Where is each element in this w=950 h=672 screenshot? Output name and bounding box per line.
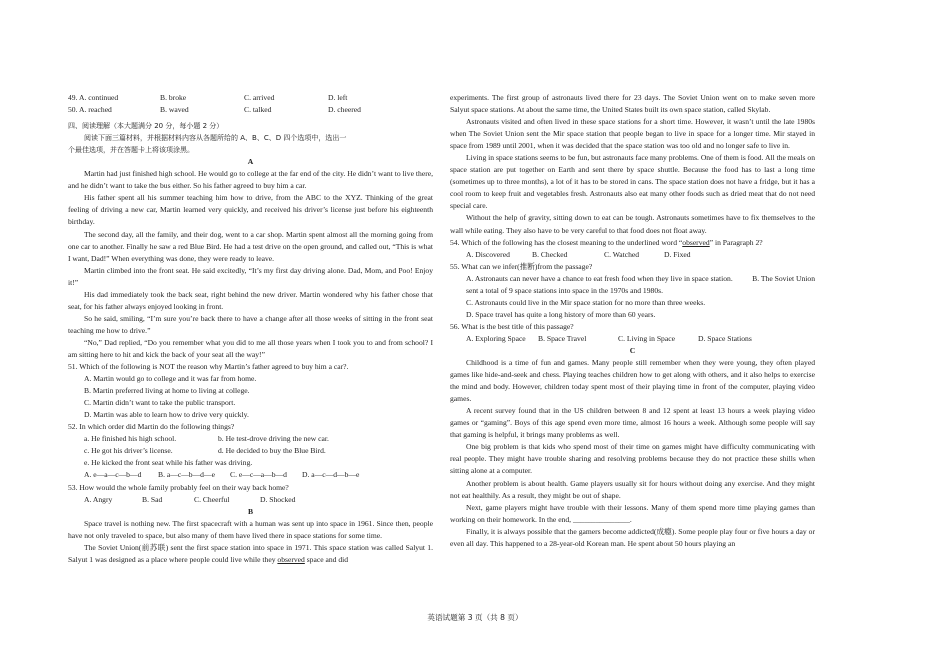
instruction-line-2: 个最佳选项，并在答题卡上将该项涂黑。 xyxy=(68,146,194,155)
q54-option-a: A. Discovered xyxy=(466,249,510,259)
q50-option-c: C. talked xyxy=(244,105,272,115)
q53-option-c: C. Cheerful xyxy=(194,494,230,504)
q52-options xyxy=(68,469,433,481)
underlined-word: observed xyxy=(277,554,305,564)
passage-a-paragraph: The second day, all the family, and their dog, went to a car shop. Martin spent almost all the morning going from one car to another. Finally he saw a red Blue Bird. He had a test drive on the open ground, and called out, “This is what I want, Dad!” When everything was done, they were ready to leave. xyxy=(68,229,433,263)
q52-option-d: D. a—c—d—b—e xyxy=(302,470,360,480)
question-51: 51. Which of the following is NOT the reason why Martin’s father agreed to buy him a car?. xyxy=(68,362,349,372)
q54-option-c: C. Watched xyxy=(604,249,640,259)
q56-options xyxy=(450,333,815,345)
q52-item-a: a. He finished his high school. xyxy=(84,434,177,444)
q53-option-a: A. Angry xyxy=(84,494,113,504)
q51-option-b: B. Martin preferred living at home to living at college. xyxy=(84,386,250,396)
q53-options xyxy=(68,494,433,506)
q56-option-d: D. Space Stations xyxy=(698,333,752,343)
question-50 xyxy=(68,104,433,116)
passage-b-paragraph: Without the help of gravity, sitting down to eat can be tough. Astronauts sometimes have to fix themselves to the wall while eating. They also have to be very careful to that food does not float away. xyxy=(450,213,815,235)
right-column xyxy=(450,92,815,550)
q55-option-d: D. Space travel has quite a long history of more than 60 years. xyxy=(466,309,656,319)
q56-option-c: C. Living in Space xyxy=(618,333,675,343)
q54-option-d: D. Fixed xyxy=(664,249,691,259)
passage-c-paragraph: Another problem is about health. Game players usually sit for hours without doing any exercise. And they might not eat healthily. As a result, they might be out of shape. xyxy=(450,478,815,500)
q55-option-a: A. Astronauts can never have a chance to eat fresh food when they live in space station. xyxy=(466,273,733,283)
instruction-line-1: 阅读下面三篇材料，并根据材料内容从各题所给的 A、B、C、D 四个选项中，选出一 xyxy=(84,134,347,143)
passage-a-title: A xyxy=(247,157,254,167)
q53-option-b: B. Sad xyxy=(142,494,163,504)
passage-b-text: The Soviet Union(前苏联) sent the first space station into space in 1971. This space station was called Salyut 1. Salyut 1 was designed as a place where people could live while they xyxy=(68,542,433,564)
q52-items-row-2 xyxy=(68,445,433,457)
passage-a-paragraph: Martin climbed into the front seat. He said excitedly, “It’s my first day driving alone. Dad, Mom, and Poo! Enjoy it!” xyxy=(68,265,433,287)
q50-option-b: B. waved xyxy=(160,105,189,115)
passage-b-text: space and did xyxy=(304,554,349,564)
passage-c-paragraph: A recent survey found that in the US children between 8 and 12 spent at least 13 hours a week playing video games or “gaming”. Boys of this age spend even more time, almost 16 hours a week. Although some people will say that gaming is helpful, it brings many problems as well. xyxy=(450,406,815,440)
passage-a-paragraph: “No,” Dad replied, “Do you remember what you did to me all those years when I took you to and from school? I am sitting here to hit and kick the back of your seat all the way!” xyxy=(68,337,433,359)
passage-a-paragraph: His dad immediately took the back seat, right behind the new driver. Martin wondered why his father chose that seat, for his father always enjoyed looking in front. xyxy=(68,289,433,311)
q49-option-a: 49. A. continued xyxy=(68,93,119,102)
passage-a-paragraph: So he said, smiling, “I’m sure you’re back there to have a change after all those weeks of sitting in the front seat teaching me how to drive.” xyxy=(68,313,433,335)
passage-a-paragraph: His father spent all his summer teaching him how to drive, from the ABC to the XYZ. Thinking of the great feeling of driving a new car, Martin learned very quickly, and received his driver’s license just before his eighteenth birthday. xyxy=(68,193,433,227)
left-column xyxy=(68,92,433,566)
q54-text: 54. Which of the following has the closest meaning to the underlined word “ xyxy=(450,237,683,247)
passage-c-paragraph: Childhood is a time of fun and games. Many people still remember when they were young, they often played games like hide-and-seek and chess. Playing teaches children how to get along with others, and it also helps to exercise the mind and body. However, children today spent most of their playing time in front of the computer, playing video games. xyxy=(450,358,815,404)
q52-option-a: A. e—a—c—b—d xyxy=(84,470,142,480)
passage-b-paragraph xyxy=(68,542,433,566)
q52-items-row-1 xyxy=(68,433,433,445)
q54-text: ” in Paragraph 2? xyxy=(709,237,763,247)
passage-b-paragraph: experiments. The first group of astronauts lived there for 23 days. The Soviet Union went on to make seven more Salyut space stations. At about the same time, the United States built its own space station, called Skylab. xyxy=(450,93,815,115)
q52-item-d: d. He decided to buy the Blue Bird. xyxy=(218,446,326,456)
question-55: 55. What can we infer(推断)from the passage? xyxy=(450,261,593,271)
question-53: 53. How would the whole family probably feel on their way back home? xyxy=(68,482,289,492)
q54-options xyxy=(450,249,815,261)
section-title: 四、阅读理解（本大题满分 20 分，每小题 2 分） xyxy=(68,122,224,131)
q55-option-c: C. Astronauts could live in the Mir space station for no more than three weeks. xyxy=(466,297,706,307)
q52-item-c: c. He got his driver’s license. xyxy=(84,446,173,456)
passage-b-paragraph: Space travel is nothing new. The first spacecraft with a human was sent up into space in 1961. Since then, people have not only traveled to space, but also many of them have lived there in space stations for some time. xyxy=(68,518,433,540)
q52-option-c: C. e—c—a—b—d xyxy=(230,470,287,480)
q49-option-b: B. broke xyxy=(160,93,187,102)
passage-a-paragraph: Martin had just finished high school. He would go to college at the far end of the city. He didn’t want to live there, and he didn’t want to take the bus either. So his father agreed to buy him a car. xyxy=(68,169,433,191)
question-54 xyxy=(450,237,815,249)
q52-option-b: B. a—c—b—d—e xyxy=(158,470,215,480)
q56-option-b: B. Space Travel xyxy=(538,333,587,343)
q51-option-a: A. Martin would go to college and it was far from home. xyxy=(84,374,257,384)
q51-option-d: D. Martin was able to learn how to drive very quickly. xyxy=(84,410,249,420)
q55-options-ab xyxy=(450,273,815,297)
q52-item-b: b. He test-drove driving the new car. xyxy=(218,434,329,444)
q51-option-c: C. Martin didn’t want to take the public transport. xyxy=(84,398,236,408)
q52-item-e: e. He kicked the front seat while his father was driving. xyxy=(84,458,253,468)
q49-option-c: C. arrived xyxy=(244,93,275,102)
page-footer: 英语试题第 3 页（共 8 页） xyxy=(427,613,523,622)
passage-c-paragraph: Next, game players might have trouble with their lessons. Many of them spend more time playing games than working on their homework. In the end, _______________. xyxy=(450,502,815,524)
q49-option-d: D. left xyxy=(328,93,348,102)
passage-c-title: C xyxy=(629,345,636,355)
q55-option-b: B. The Soviet Union sent a total of 9 space stations into space in the 1970s and 1980s. xyxy=(466,273,815,295)
q50-option-d: D. cheered xyxy=(328,105,361,115)
q54-option-b: B. Checked xyxy=(532,249,568,259)
question-49 xyxy=(68,92,433,104)
q56-option-a: A. Exploring Space xyxy=(466,333,526,343)
passage-c-paragraph: Finally, it is always possible that the gamers become addicted(成瘾). Some people play four or five hours a day or even all day. This happened to a 28-year-old Korean man. He spent about 50 hours playing an xyxy=(450,526,815,548)
question-52: 52. In which order did Martin do the following things? xyxy=(68,422,235,432)
q50-option-a: 50. A. reached xyxy=(68,105,112,115)
underlined-word: observed xyxy=(682,237,710,247)
question-56: 56. What is the best title of this passage? xyxy=(450,321,574,331)
q53-option-d: D. Shocked xyxy=(260,494,296,504)
passage-b-paragraph: Living in space stations seems to be fun, but astronauts face many problems. One of them is food. All the meals on space station are put together on Earth and sent there by space shuttle. Because the food has to last a long time (sometimes up to three months), a lot of it has to be stored in cans. The space station does not have a fridge, but it has a cool room to keep fruit and vegetables fresh. Astronauts also eat many other foods such as dried meat that do not need special care. xyxy=(450,153,815,211)
passage-b-paragraph: Astronauts visited and often lived in these space stations for a short time. However, it wasn’t until the late 1980s when The Soviet Union sent the Mir space station that people began to live in space for a longer time. Mir stayed in space from 1989 until 2001, when it was decided that the space station was too old and no longer safe to live in. xyxy=(450,117,815,151)
passage-c-paragraph: One big problem is that kids who spend most of their time on games might have difficulty communicating with real people. They might have trouble sharing and resolving problems because they do not practice these shills when sitting alone at a computer. xyxy=(450,442,815,476)
passage-b-title: B xyxy=(247,506,254,516)
